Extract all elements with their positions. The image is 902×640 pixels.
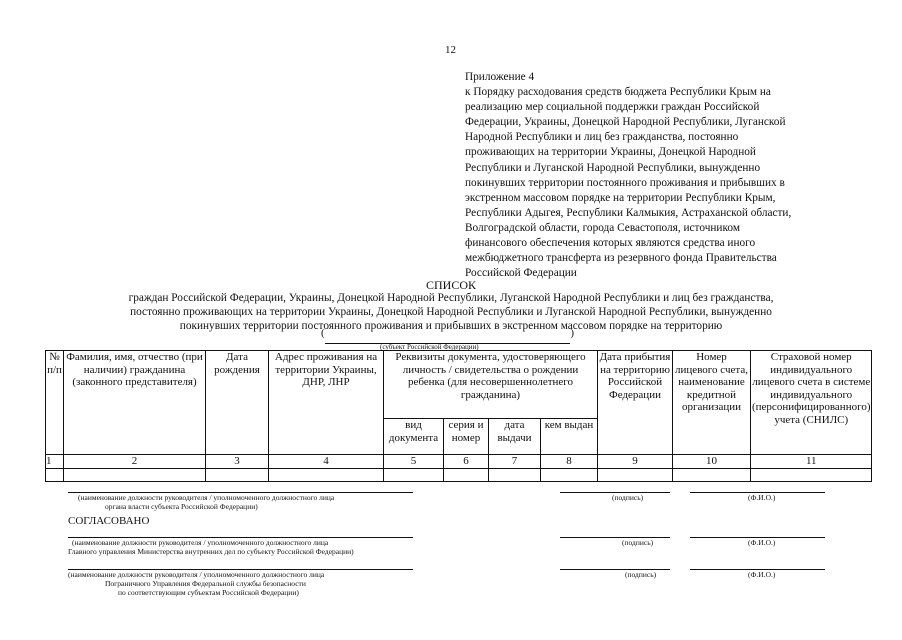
- appendix-line: Республики и Луганской Народной Республики, вынужденно: [465, 161, 761, 174]
- header-birth-date: Дата рождения: [206, 351, 269, 455]
- position-caption-3b: Пограничного Управления Федеральной службы безопасности: [105, 579, 306, 588]
- column-number: 3: [206, 455, 269, 469]
- table-cell[interactable]: [64, 468, 206, 481]
- appendix-line: экстренном массовом порядке на территории Республики Крым,: [465, 191, 776, 204]
- table-cell[interactable]: [46, 468, 64, 481]
- list-title: СПИСОК: [425, 278, 476, 292]
- column-number: 10: [673, 455, 751, 469]
- header-doc-type: вид документа: [384, 419, 444, 455]
- appendix-line: Народной Республики и лиц без гражданства, постоянно: [465, 131, 739, 144]
- appendix-line: межбюджетного трансферта из резервного фонда Правительства: [465, 252, 777, 265]
- header-account: Номер лицевого счета, наименование кредитной организации: [673, 351, 751, 455]
- table-cell[interactable]: [206, 468, 269, 481]
- signature-caption-2: (подпись): [622, 538, 654, 547]
- fio-caption-3: (Ф.И.О.): [748, 570, 776, 579]
- subject-caption: (субъект Российской Федерации): [380, 343, 479, 351]
- appendix-title: Приложение 4: [465, 71, 535, 83]
- column-number-row: [46, 455, 872, 469]
- table-cell[interactable]: [541, 468, 598, 481]
- appendix-header: [465, 70, 835, 281]
- subject-fill-line[interactable]: [325, 330, 570, 344]
- column-number: 6: [444, 455, 489, 469]
- header-doc-date: дата выдачи: [489, 419, 541, 455]
- signature-line-2[interactable]: [560, 537, 670, 538]
- signature-caption-3: (подпись): [625, 570, 657, 579]
- subtitle-line: покинувших территории постоянного проживания и прибывших в экстренном массовом порядке на территорию: [179, 320, 723, 332]
- appendix-line: к Порядку расходования средств бюджета Республики Крым на: [465, 86, 771, 99]
- appendix-line: Республики Адыгея, Республики Калмыкия, Астраханской области,: [465, 206, 792, 219]
- table-cell[interactable]: [384, 468, 444, 481]
- column-number: 7: [489, 455, 541, 469]
- header-document-group: Реквизиты документа, удостоверяющего личность / свидетельства о рождении ребенка (для несовершеннолетнего гражданина): [384, 351, 598, 419]
- fio-caption-2: (Ф.И.О.): [748, 538, 776, 547]
- subtitle-line: постоянно проживающих на территории Украины, Донецкой Народной Республики и Луганской Народной Республики, вынужденно: [130, 306, 772, 318]
- table-cell[interactable]: [751, 468, 872, 481]
- table-cell[interactable]: [444, 468, 489, 481]
- header-arrival-date: Дата прибытия на территорию Российской Федерации: [598, 351, 673, 455]
- appendix-line: Федерации, Украины, Донецкой Народной Республики, Луганской: [465, 116, 786, 129]
- header-doc-series: серия и номер: [444, 419, 489, 455]
- header-address: Адрес проживания на территории Украины, ДНР, ЛНР: [269, 351, 384, 455]
- header-doc-issuer: кем выдан: [541, 419, 598, 455]
- page-number: 12: [445, 44, 456, 56]
- table-cell[interactable]: [489, 468, 541, 481]
- header-name: Фамилия, имя, отчество (при наличии) гражданина (законного представителя): [64, 351, 206, 455]
- table-cell[interactable]: [598, 468, 673, 481]
- appendix-line: покинувших территории постоянного проживания и прибывших в: [465, 176, 785, 189]
- table-row: [46, 468, 872, 481]
- column-number: 8: [541, 455, 598, 469]
- table-cell[interactable]: [673, 468, 751, 481]
- appendix-line: Волгоградской области, города Севастополя, источником: [465, 221, 740, 234]
- column-number: 11: [751, 455, 872, 469]
- column-number: 4: [269, 455, 384, 469]
- column-number: 1: [46, 455, 64, 469]
- subtitle-line: граждан Российской Федерации, Украины, Донецкой Народной Республики, Луганской Народной Республики и лиц без гражданства,: [128, 292, 774, 304]
- position-caption-1: (наименование должности руководителя / уполномоченного должностного лица: [78, 493, 335, 502]
- position-caption-2b: Главного управления Министерства внутренних дел по субъекту Российской Федерации): [68, 547, 354, 556]
- position-caption-2: (наименование должности руководителя / уполномоченного должностного лица: [72, 538, 329, 547]
- position-caption-3c: по соответствующим субъектам Российской Федерации): [118, 588, 299, 597]
- column-number: 2: [64, 455, 206, 469]
- appendix-line: проживающих на территории Украины, Донецкой Народной: [465, 146, 756, 159]
- approved-heading: СОГЛАСОВАНО: [68, 515, 150, 527]
- citizens-table: [45, 350, 872, 482]
- header-num: № п/п: [46, 351, 64, 455]
- appendix-line: реализацию мер социальной поддержки граждан Российской: [465, 101, 760, 114]
- appendix-line: Российской Федерации: [465, 267, 577, 280]
- column-number: 9: [598, 455, 673, 469]
- list-subtitle: [0, 291, 902, 333]
- fio-caption-1: (Ф.И.О.): [748, 493, 776, 502]
- signature-caption-1: (подпись): [612, 493, 644, 502]
- appendix-line: финансового обеспечения которых являются средства иного: [465, 237, 756, 250]
- header-snils: Страховой номер индивидуального лицевого счета в системе индивидуального (персонифицированного) учета (СНИЛС): [751, 351, 872, 455]
- position-caption-3: (наименование должности руководителя / уполномоченного должностного лица: [68, 570, 325, 579]
- table-cell[interactable]: [269, 468, 384, 481]
- position-caption-1b: органа власти субъекта Российской Федерации): [105, 502, 258, 511]
- column-number: 5: [384, 455, 444, 469]
